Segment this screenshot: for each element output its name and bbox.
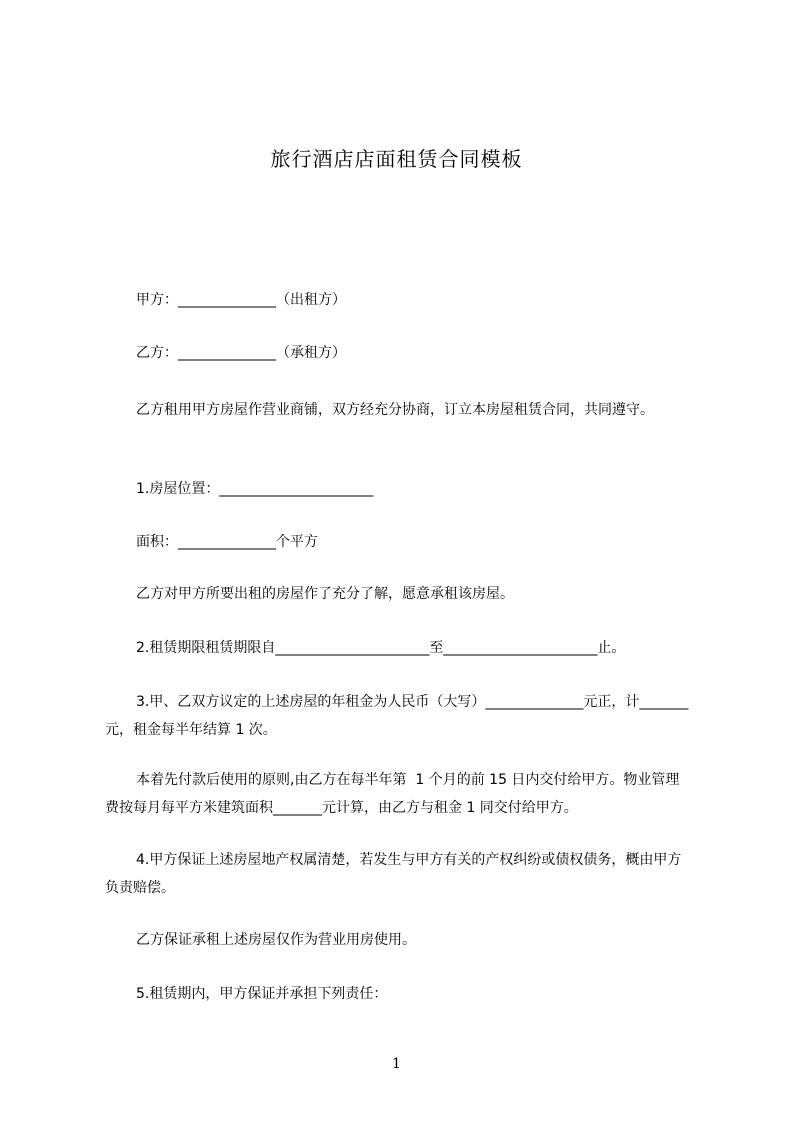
paragraph-party-a: 甲方：______________（出租方） bbox=[136, 292, 346, 308]
paragraph-intro: 乙方租用甲方房屋作营业商铺，双方经充分协商，订立本房屋租赁合同，共同遵守。 bbox=[136, 402, 654, 418]
paragraph-usage: 乙方保证承租上述房屋仅作为营业用房使用。 bbox=[136, 932, 416, 948]
paragraph-rent: 3.甲、乙双方议定的上述房屋的年租金为人民币（大写）______________元正，计_______元，租金每半年结算 1 次。 bbox=[105, 694, 689, 738]
paragraph-location: 1.房屋位置：______________________ bbox=[136, 481, 374, 497]
paragraph-title-guarantee: 4.甲方保证上述房屋地产权属清楚，若发生与甲方有关的产权纠纷或债权债务，概由甲方负责赔偿。 bbox=[105, 852, 682, 896]
paragraph-understanding: 乙方对甲方所要出租的房屋作了充分了解，愿意承租该房屋。 bbox=[136, 586, 514, 602]
page-number: 1 bbox=[392, 1056, 401, 1072]
document-title: 旅行酒店店面租赁合同模板 bbox=[270, 147, 523, 171]
paragraph-payment: 本着先付款后使用的原则,由乙方在每半年第 1 个月的前 15 日内交付给甲方。物业管理费按每月每平方米建筑面积_______元计算，由乙方与租金 1 同交付给甲方。 bbox=[105, 772, 680, 816]
paragraph-party-b: 乙方：______________（承租方） bbox=[136, 345, 346, 361]
paragraph-area: 面积：______________个平方 bbox=[136, 534, 318, 550]
paragraph-lessor-duties: 5.租赁期内，甲方保证并承担下列责任： bbox=[136, 986, 388, 1002]
paragraph-term: 2.租赁期限租赁期限自______________________至______________________止。 bbox=[136, 640, 626, 656]
